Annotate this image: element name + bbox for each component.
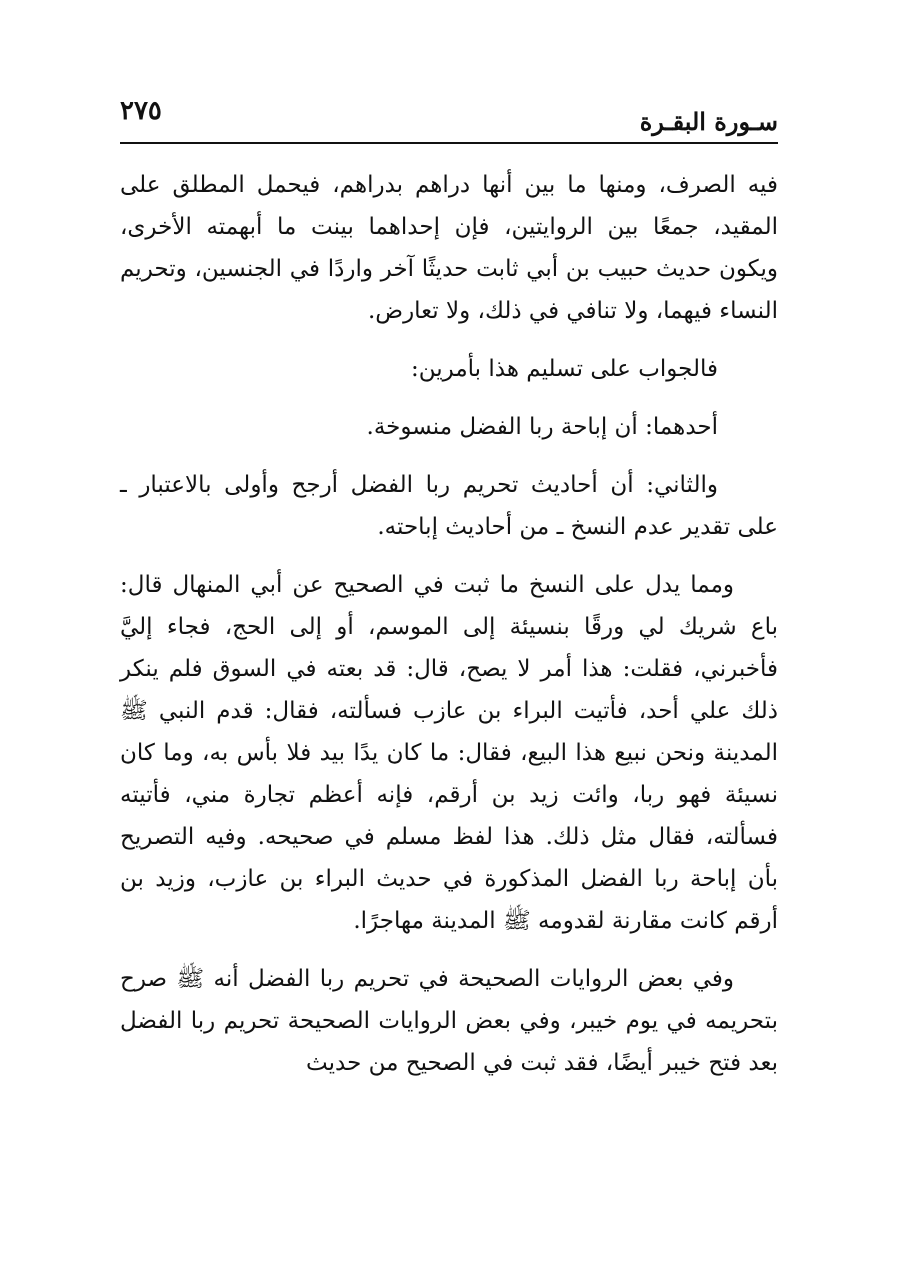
- paragraph-answer: فالجواب على تسليم هذا بأمرين:: [411, 356, 718, 382]
- page-header: [120, 90, 778, 144]
- paragraph-abrogation-evidence: ومما يدل على النسخ ما ثبت في الصحيح عن أبي المنهال قال: باع شريك لي ورقًا بنسيئة إلى الموسم، أو إلى الحج، فجاء إليَّ فأخبرني، فقلت: هذا أمر لا يصح، قال: قد بعته في السوق فلم ينكر ذلك علي أحد، فأتيت البراء بن عازب فسألته، فقال: قدم النبي ﷺ المدينة ونحن نبيع هذا البيع، فقال: ما كان يدًا بيد فلا بأس به، وما كان نسيئة فهو ربا، وائت زيد بن أرقم، فإنه أعظم تجارة مني، فأتيته فسألته، فقال مثل ذلك. هذا لفظ مسلم في صحيحه. وفيه التصريح بأن إباحة ربا الفضل المذكورة في حديث البراء بن عازب، وزيد بن أرقم كانت مقارنة لقدومه ﷺ المدينة مهاجرًا.: [120, 572, 778, 934]
- book-page: [120, 90, 778, 1100]
- paragraph-intro: فيه الصرف، ومنها ما بين أنها دراهم بدراهم، فيحمل المطلق على المقيد، جمعًا بين الروايتين، فإن إحداهما بينت ما أبهمته الأخرى، ويكون حديث حبيب بن أبي ثابت حديثًا آخر واردًا في الجنسين، وتحريم النساء فيهما، ولا تنافي في ذلك، ولا تعارض.: [120, 172, 778, 324]
- paragraph-first-point: أحدهما: أن إباحة ربا الفضل منسوخة.: [366, 414, 718, 440]
- page-number: ٢٧٥: [120, 96, 162, 126]
- surah-title: سـورة البقـرة: [639, 107, 778, 136]
- paragraph-khaybar: وفي بعض الروايات الصحيحة في تحريم ربا الفضل أنه ﷺ صرح بتحريمه في يوم خيبر، وفي بعض الروايات الصحيحة تحريم ربا الفضل بعد فتح خيبر أيضًا، فقد ثبت في الصحيح من حديث: [120, 966, 778, 1076]
- paragraph-second-point: والثاني: أن أحاديث تحريم ربا الفضل أرجح وأولى بالاعتبار ـ على تقدير عدم النسخ ـ من أحاديث إباحته.: [120, 472, 778, 540]
- page-body: [120, 164, 778, 1084]
